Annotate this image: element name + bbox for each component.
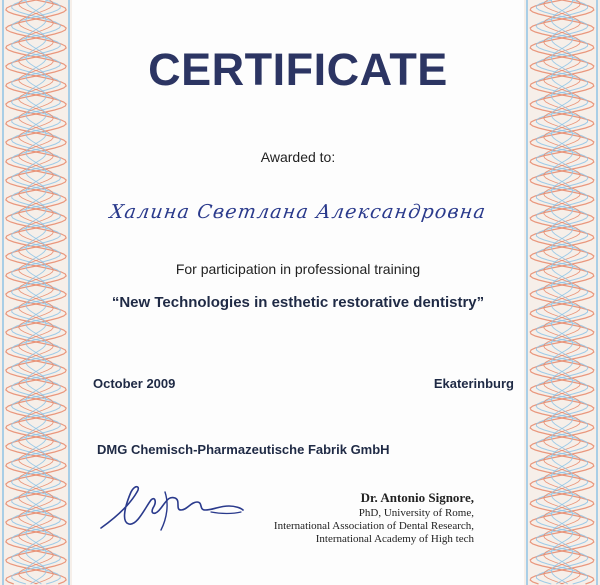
signer-credential: PhD, University of Rome, <box>358 507 474 519</box>
awarded-label: Awarded to: <box>260 149 336 165</box>
signer-block <box>274 490 474 546</box>
recipient-name: Халина Светлана Александровна <box>108 201 488 223</box>
certificate-title: CERTIFICATE <box>148 44 448 95</box>
signer-academy: International Academy of High tech <box>315 533 474 545</box>
signer-name: Dr. Antonio Signore, <box>360 490 474 505</box>
signer-affiliation: International Association of Dental Research, <box>273 520 474 532</box>
certificate-city: Ekaterinburg <box>433 376 514 391</box>
issuing-company: DMG Chemisch-Pharmazeutische Fabrik GmbH <box>97 442 390 457</box>
certificate-date: October 2009 <box>93 376 176 391</box>
course-title: “New Technologies in esthetic restorative dentistry” <box>111 294 485 311</box>
left-decorative-border <box>0 0 72 585</box>
participation-text: For participation in professional training <box>175 261 421 277</box>
left-border-pattern <box>0 0 72 585</box>
right-border-pattern <box>524 0 600 585</box>
certificate-body <box>72 0 524 585</box>
handwritten-signature <box>95 478 245 538</box>
right-decorative-border <box>524 0 600 585</box>
